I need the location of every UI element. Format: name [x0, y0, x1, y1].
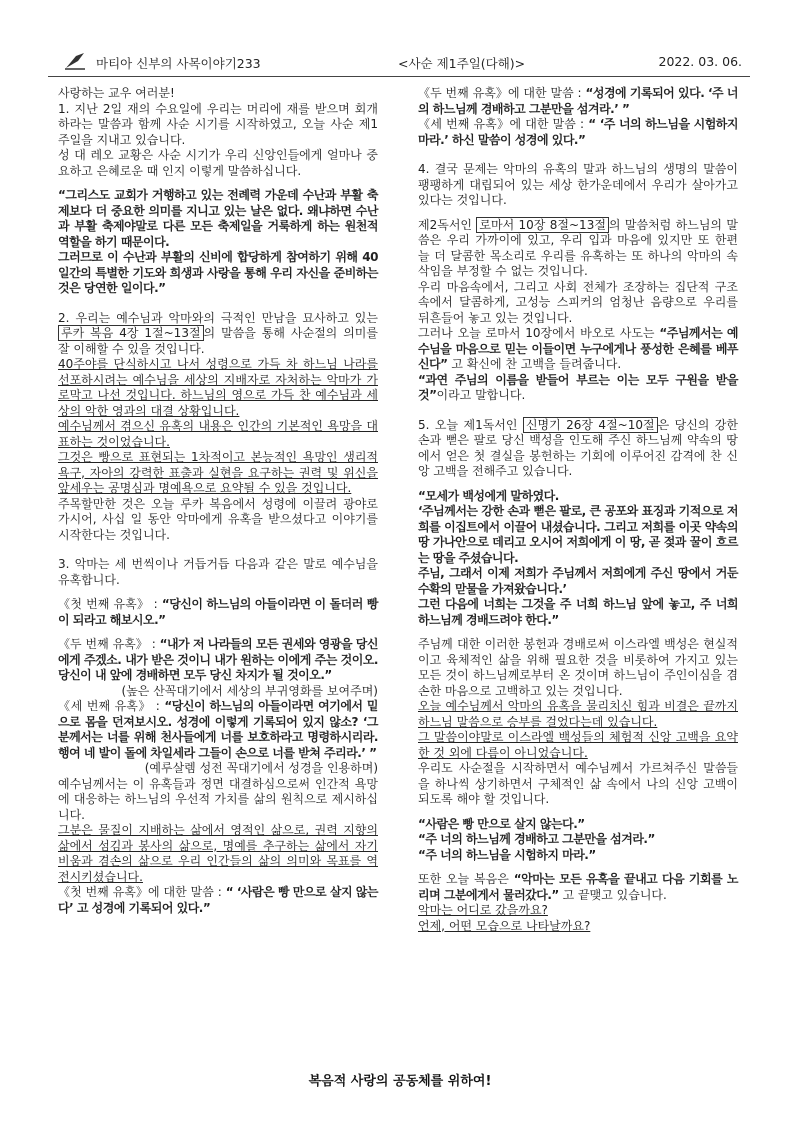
scripture-reference: 신명기 26장 4절~10절	[523, 417, 658, 433]
quotation: “사람은 빵 만으로 살지 않는다.”	[418, 816, 585, 831]
text: 고 끝맺고 있습니다.	[558, 887, 667, 902]
paragraph: 3. 악마는 세 번씩이나 거듭거듭 다음과 같은 말로 예수님을 유혹합니다.	[58, 557, 378, 587]
temptation-1	[58, 597, 378, 628]
quotation: “그리스도 교회가 거행하고 있는 전례력 가운데 수난과 부활 축제보다 더 중요한 의미를 지니고 있는 날은 없다. 왜냐하면 수난과 부활 축제야말로 다른 모든 축제일을 거룩하게 하는 원천적 역할을 하기 때문이다.	[58, 188, 378, 249]
paragraph: 성 대 레오 교황은 사순 시기가 우리 신앙인들에게 얼마나 중요하고 은혜로운 때 인지 이렇게 말씀하십니다.	[58, 148, 378, 178]
text: 고 확신에 찬 고백을 들려줍니다.	[447, 357, 622, 371]
answer-2	[418, 86, 738, 117]
answer-1	[58, 885, 378, 916]
underlined-paragraph: 그 말씀이야말로 이스라엘 백성들의 체험적 신앙 고백을 요약한 것 외에 다름이 아니었습니다.	[418, 730, 738, 760]
paragraph: 주목할만한 것은 오늘 루카 복음에서 성령에 이끌려 광야로 가시어, 사십 일 동안 악마에게 유혹을 받으셨다고 이야기를 시작한다는 것입니다.	[58, 496, 378, 542]
quotation: 주님, 그래서 이제 저희가 주님께서 저희에게 주신 땅에서 거둔 수확의 맏물을 가져왔습니다.’	[418, 566, 738, 596]
quotation: ‘주님께서는 강한 손과 뻗은 팔로, 큰 공포와 표징과 기적으로 저희를 이집트에서 이끌어 내셨습니다. 그리고 저희를 이곳 약속의 땅 가나안으로 데리고 오시어 저희에게 이 땅, 곧 젖과 꿀이 흐르는 땅을 주셨습니다.	[418, 504, 738, 565]
paragraph	[58, 311, 378, 358]
label: 《첫 번째 유혹》에 대한 말씀 :	[58, 885, 226, 899]
quotation: “주님께서는 예수님을 마음으로 믿는 이들이면 누구에게나 풍성한 은혜를 베푸신다”	[418, 326, 738, 371]
series-title: 마티아 신부의 사목이야기233	[96, 56, 261, 71]
paragraph	[418, 418, 738, 480]
left-column	[58, 86, 378, 916]
quotation: “과연 주님의 이름을 받들어 부르는 이는 모두 구원을 받을 것”	[418, 372, 738, 402]
footer-motto: 복음적 사랑의 공동체를 위하여!	[308, 1074, 492, 1089]
text: 5. 오늘 제1독서인	[418, 417, 518, 432]
closing-question: 언제, 어떤 모습으로 나타날까요?	[418, 918, 591, 933]
right-column	[418, 86, 738, 934]
closing-question: 악마는 어디로 갔을까요?	[418, 903, 548, 917]
page-header	[48, 50, 750, 77]
underlined-paragraph: 40주야를 단식하시고 나서 성령으로 가득 차 하느님 나라를 선포하시려는 예수님을 세상의 지배자로 자처하는 악마가 가로막고 나선 것입니다. 하느님의 영으로 가득 찬 예수님과 세상의 악한 영과의 대결 상황입니다.	[58, 357, 378, 418]
paragraph	[418, 872, 738, 903]
quotation: “주 너의 하느님을 시험하지 마라.”	[418, 847, 596, 862]
paragraph	[418, 326, 738, 373]
scripture-reference: 루카 복음 4장 1절~13절	[58, 325, 204, 341]
label: 《첫 번째 유혹》 :	[58, 597, 162, 611]
paragraph: 예수님께서는 이 유혹들과 정면 대결하심으로써 인간적 욕망에 대응하는 하느님의 우선적 가치를 삶의 원칙으로 제시하십니다.	[58, 776, 378, 822]
paragraph: 우리도 사순절을 시작하면서 예수님께서 가르쳐주신 말씀들을 하나씩 상기하면서 구체적인 삶 속에서 나의 신앙 고백이 되도록 해야 할 것입니다.	[418, 761, 738, 806]
quotation: “ ‘주 너의 하느님을 시험하지 마라.’ 하신 말씀이 성경에 있다.”	[418, 117, 738, 147]
quotation: “당신이 하느님의 아들이라면 여기에서 밑으로 몸을 던져보시오. 성경에 이렇게 기록되어 있지 않소? ‘그분께서는 너를 위해 천사들에게 너를 보호하라고 명령하시리라. 행여 네 발이 돌에 차일세라 그들이 손으로 너를 받쳐 주리라.’ ”	[58, 699, 379, 760]
label: 《두 번째 유혹》 :	[58, 637, 160, 651]
paragraph	[418, 373, 738, 404]
quotation: “내가 저 나라들의 모든 권세와 영광을 당신에게 주겠소. 내가 받은 것이니 내가 원하는 이에게 주는 것이오. 당신이 내 앞에 경배하면 모두 당신 차지가 될 것이오.”	[58, 637, 378, 682]
paragraph	[418, 218, 738, 280]
liturgy-title: <사순 제1주일(다해)>	[398, 56, 526, 71]
quotation: 그런 다음에 너희는 그것을 주 너희 하느님 앞에 놓고, 주 너희 하느님께 경배드려야 한다.”	[418, 597, 738, 627]
text: 제2독서인	[418, 217, 473, 232]
paragraph: 주님께 대한 이러한 봉헌과 경배로써 이스라엘 백성은 현실적이고 육체적인 삶을 위해 필요한 것을 비롯하여 가지고 있는 모든 것이 하느님께로부터 온 것이며 하느님이 주인이심을 겸손한 마음으로 고백하고 있는 것입니다.	[418, 637, 738, 698]
quotation: “당신이 하느님의 아들이라면 이 돌더러 빵이 되라고 해보시오.”	[58, 597, 378, 627]
paragraph: 4. 결국 문제는 악마의 유혹의 말과 하느님의 생명의 말씀이 팽팽하게 대립되어 있는 세상 한가운데에서 우리가 살아가고 있다는 것입니다.	[418, 162, 738, 207]
underlined-paragraph: 예수님께서 겪으신 유혹의 내용은 인간의 기본적인 욕망을 대표하는 것이었습니다.	[58, 419, 378, 449]
note: (예루살렘 성전 꼭대기에서 성경을 인용하며)	[144, 761, 378, 775]
text: 의 말씀을 통해 사순절의 의미를 잘 이해할 수 있을 것입니다.	[58, 326, 378, 356]
temptation-2	[58, 637, 378, 684]
temptation-3	[58, 699, 378, 761]
answer-3	[418, 117, 738, 148]
paragraph: 우리 마음속에서, 그리고 사회 전체가 조장하는 집단적 구조 속에서 달콤하게, 고성능 스피커의 엄청난 음량으로 우리를 뒤흔들어 놓고 있는 것입니다.	[418, 279, 738, 325]
underlined-paragraph: 그것은 빵으로 표현되는 1차적이고 본능적인 욕망인 생리적 욕구, 자아의 강력한 표출과 실현을 요구하는 권력 및 위신을 앞세우는 공명심과 명예욕으로 요약될 수 있을 것입니다.	[58, 450, 378, 495]
quotation: “성경에 기록되어 있다. ‘주 너의 하느님께 경배하고 그분만을 섬겨라.’ ”	[418, 86, 738, 116]
text: 그러나 오늘 로마서 10장에서 바오로 사도는	[418, 326, 660, 340]
label: 《세 번째 유혹》에 대한 말씀 :	[418, 117, 589, 131]
underlined-paragraph: 그분은 물질이 지배하는 삶에서 영적인 삶으로, 권력 지향의 삶에서 섬김과 봉사의 삶으로, 명예를 추구하는 삶에서 자기 비움과 겸손의 삶으로 우리 인간들의 삶의 의미와 목표를 역전시키셨습니다.	[58, 823, 378, 884]
quill-pen-icon	[64, 52, 86, 70]
text: 은 당신의 강한 손과 뻗은 팔로 당신 백성을 인도해 주신 하느님께 약속의 땅에서 얻은 첫 결실을 봉헌하는 기회에 이루어진 감격에 찬 신앙 고백을 전해주고 있습니다.	[418, 417, 738, 478]
quotation: “악마는 모든 유혹을 끝내고 다음 기회를 노리며 그분에게서 물러갔다.”	[418, 872, 738, 902]
text: 이라고 말합니다.	[436, 388, 526, 402]
paragraph: 1. 지난 2일 재의 수요일에 우리는 머리에 재를 받으며 회개하라는 말씀과 함께 사순 시기를 시작하였고, 오늘 사순 제1주일을 지내고 있습니다.	[58, 101, 378, 147]
underlined-paragraph: 오늘 예수님께서 악마의 유혹을 물리치신 힘과 비결은 끝까지 하느님 말씀으로 승부를 걸었다는데 있습니다.	[418, 699, 738, 729]
text: 2. 우리는 예수님과 악마와의 극적인 만남을 묘사하고 있는	[58, 310, 378, 325]
label: 《두 번째 유혹》에 대한 말씀 :	[418, 86, 586, 100]
quotation: “모세가 백성에게 말하였다.	[418, 488, 559, 503]
scripture-reference: 로마서 10장 8절~13절	[476, 217, 609, 233]
publish-date: 2022. 03. 06.	[658, 54, 742, 69]
text: 또한 오늘 복음은	[418, 872, 514, 886]
label: 《세 번째 유혹》 :	[58, 699, 165, 713]
note: (높은 산꼭대기에서 세상의 부귀영화를 보여주며)	[121, 683, 378, 698]
quotation: “주 너의 하느님께 경배하고 그분만을 섬겨라.”	[418, 832, 655, 846]
quotation: “ ‘사람은 빵 만으로 살지 않는다’ 고 성경에 기록되어 있다.”	[58, 885, 378, 915]
text: 의 말씀처럼 하느님의 말씀은 우리 가까이에 있고, 우리 입과 마음에 있지만 또 한편 늘 더 달콤한 목소리로 우리를 유혹하는 또 하나의 악마의 속삭임을 부정할 수 없는 것입니다.	[418, 217, 738, 278]
quotation: 그러므로 이 수난과 부활의 신비에 합당하게 참여하기 위해 40일간의 특별한 기도와 희생과 사랑을 통해 우리 자신을 준비하는 것은 당연한 일이다.”	[58, 250, 378, 295]
greeting: 사랑하는 교우 여러분!	[58, 86, 175, 100]
